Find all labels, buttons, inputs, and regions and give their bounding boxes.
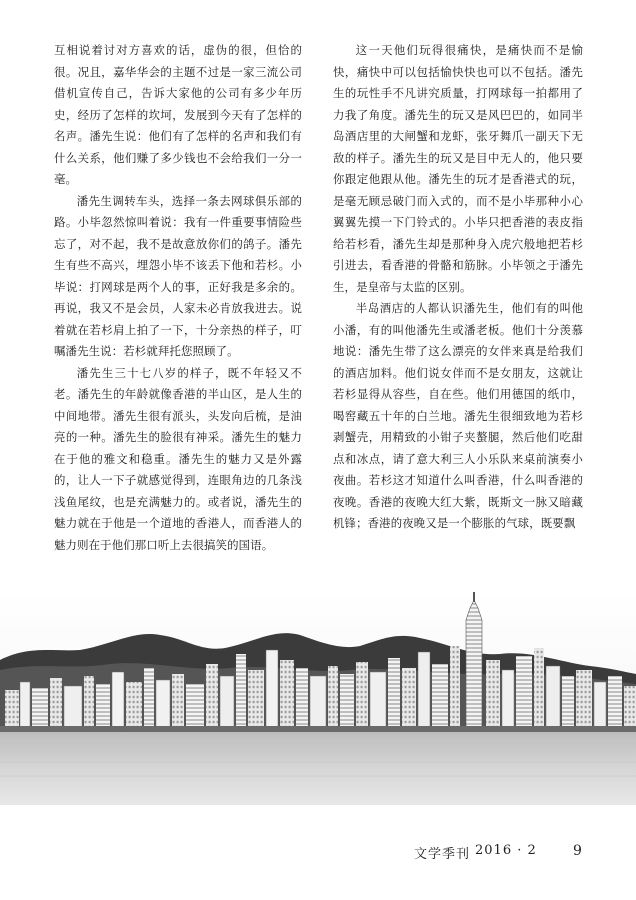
right-text-column xyxy=(333,40,583,535)
paragraph: 潘先生三十七八岁的样子，既不年轻又不老。潘先生的年龄就像香港的半山区，是人生的中间地带。潘先生很有派头，头发向后梳，是油亮的一种。潘先生的脸很有神采。潘先生的魅力在于他的雅文和稳重。潘先生的魅力又是外露的，让人一下子就感觉得到，连眼角边的几条浅浅鱼尾纹，也是充满魅力的。或者说，潘先生的魅力就在于他是一个道地的香港人，而香港人的魅力则在于他们那口听上去很搞笑的国语。 xyxy=(54,365,302,552)
left-text-column xyxy=(54,40,302,556)
harbour-water xyxy=(0,732,636,805)
paragraph: 半岛酒店的人都认识潘先生，他们有的叫他小潘，有的叫他潘先生或潘老板。他们十分羡慕地说：潘先生带了这么漂亮的女伴来真是给我们的酒店加料。他们说女伴而不是女朋友，这就让若杉显得从容些，自在些。他们用德国的纸巾，喝窖藏五十年的白兰地。潘先生很细致地为若杉剥蟹壳，用精致的小钳子夹螯腿，然后他们吃甜点和冰点，请了意大利三人小乐队来桌前演奏小夜曲。若杉这才知道什么叫香港，什么叫香港的夜晚。香港的夜晚大红大紫，既斯文一脉又暗藏机锋；香港的夜晚又是一个膨胀的气球，既要飘 xyxy=(333,301,583,530)
page-number: 9 xyxy=(573,843,582,859)
paragraph: 这一天他们玩得很痛快，是痛快而不是愉快，痛快中可以包括愉快快也可以不包括。潘先生的玩性手不凡讲究质量，打网球每一拍都用了力我了角度。潘先生的玩又是风巴巴的，如同半岛酒店里的大闸蟹和龙虾，张牙舞爪一副天下无敌的样子。潘先生的玩又是目中无人的，他只要你跟定他跟从他。潘先生的玩才是香港式的玩，是毫无顾忌破门而入式的，而不是小毕那种小心翼翼先摸一下门铃式的。小毕只把香港的表皮指给若杉看，潘先生却是那种身入虎穴般地把若杉引进去，看香港的骨骼和筋脉。小毕领之于潘先生，是皇帝与太监的区别。 xyxy=(333,43,583,294)
page-footer xyxy=(0,843,636,863)
paragraph: 潘先生调转车头，选择一条去网球俱乐部的路。小毕忽然惊叫着说：我有一件重要事情险些忘了，对不起，我不是故意放你们的鸽子。潘先生有些不高兴，埋怨小毕不该丢下他和若杉。小毕说：打网球是两个人的事，正好我是多余的。再说，我又不是会员，人家未必肯放我进去。说着就在若杉肩上拍了一下，十分亲热的样子，叮嘱潘先生说：若杉就拜托您照顾了。 xyxy=(54,193,302,358)
hong-kong-skyline-photo xyxy=(0,590,636,805)
paragraph: 互相说着讨对方喜欢的话，虚伪的很，但恰的很。况且，嘉华华会的主题不过是一家三流公司借机宣传自己，告诉大家他的公司有多少年历史，经历了怎样的坎坷，发展到今天有了怎样的名声。潘先生说：他们有了怎样的名声和我们有什么关系，他们赚了多少钱也不会给我们一分一毫。 xyxy=(54,43,302,186)
issue-number: 2016 · 2 xyxy=(475,843,537,858)
tall-tower xyxy=(466,600,482,730)
journal-title: 文学季刊 xyxy=(414,847,471,862)
